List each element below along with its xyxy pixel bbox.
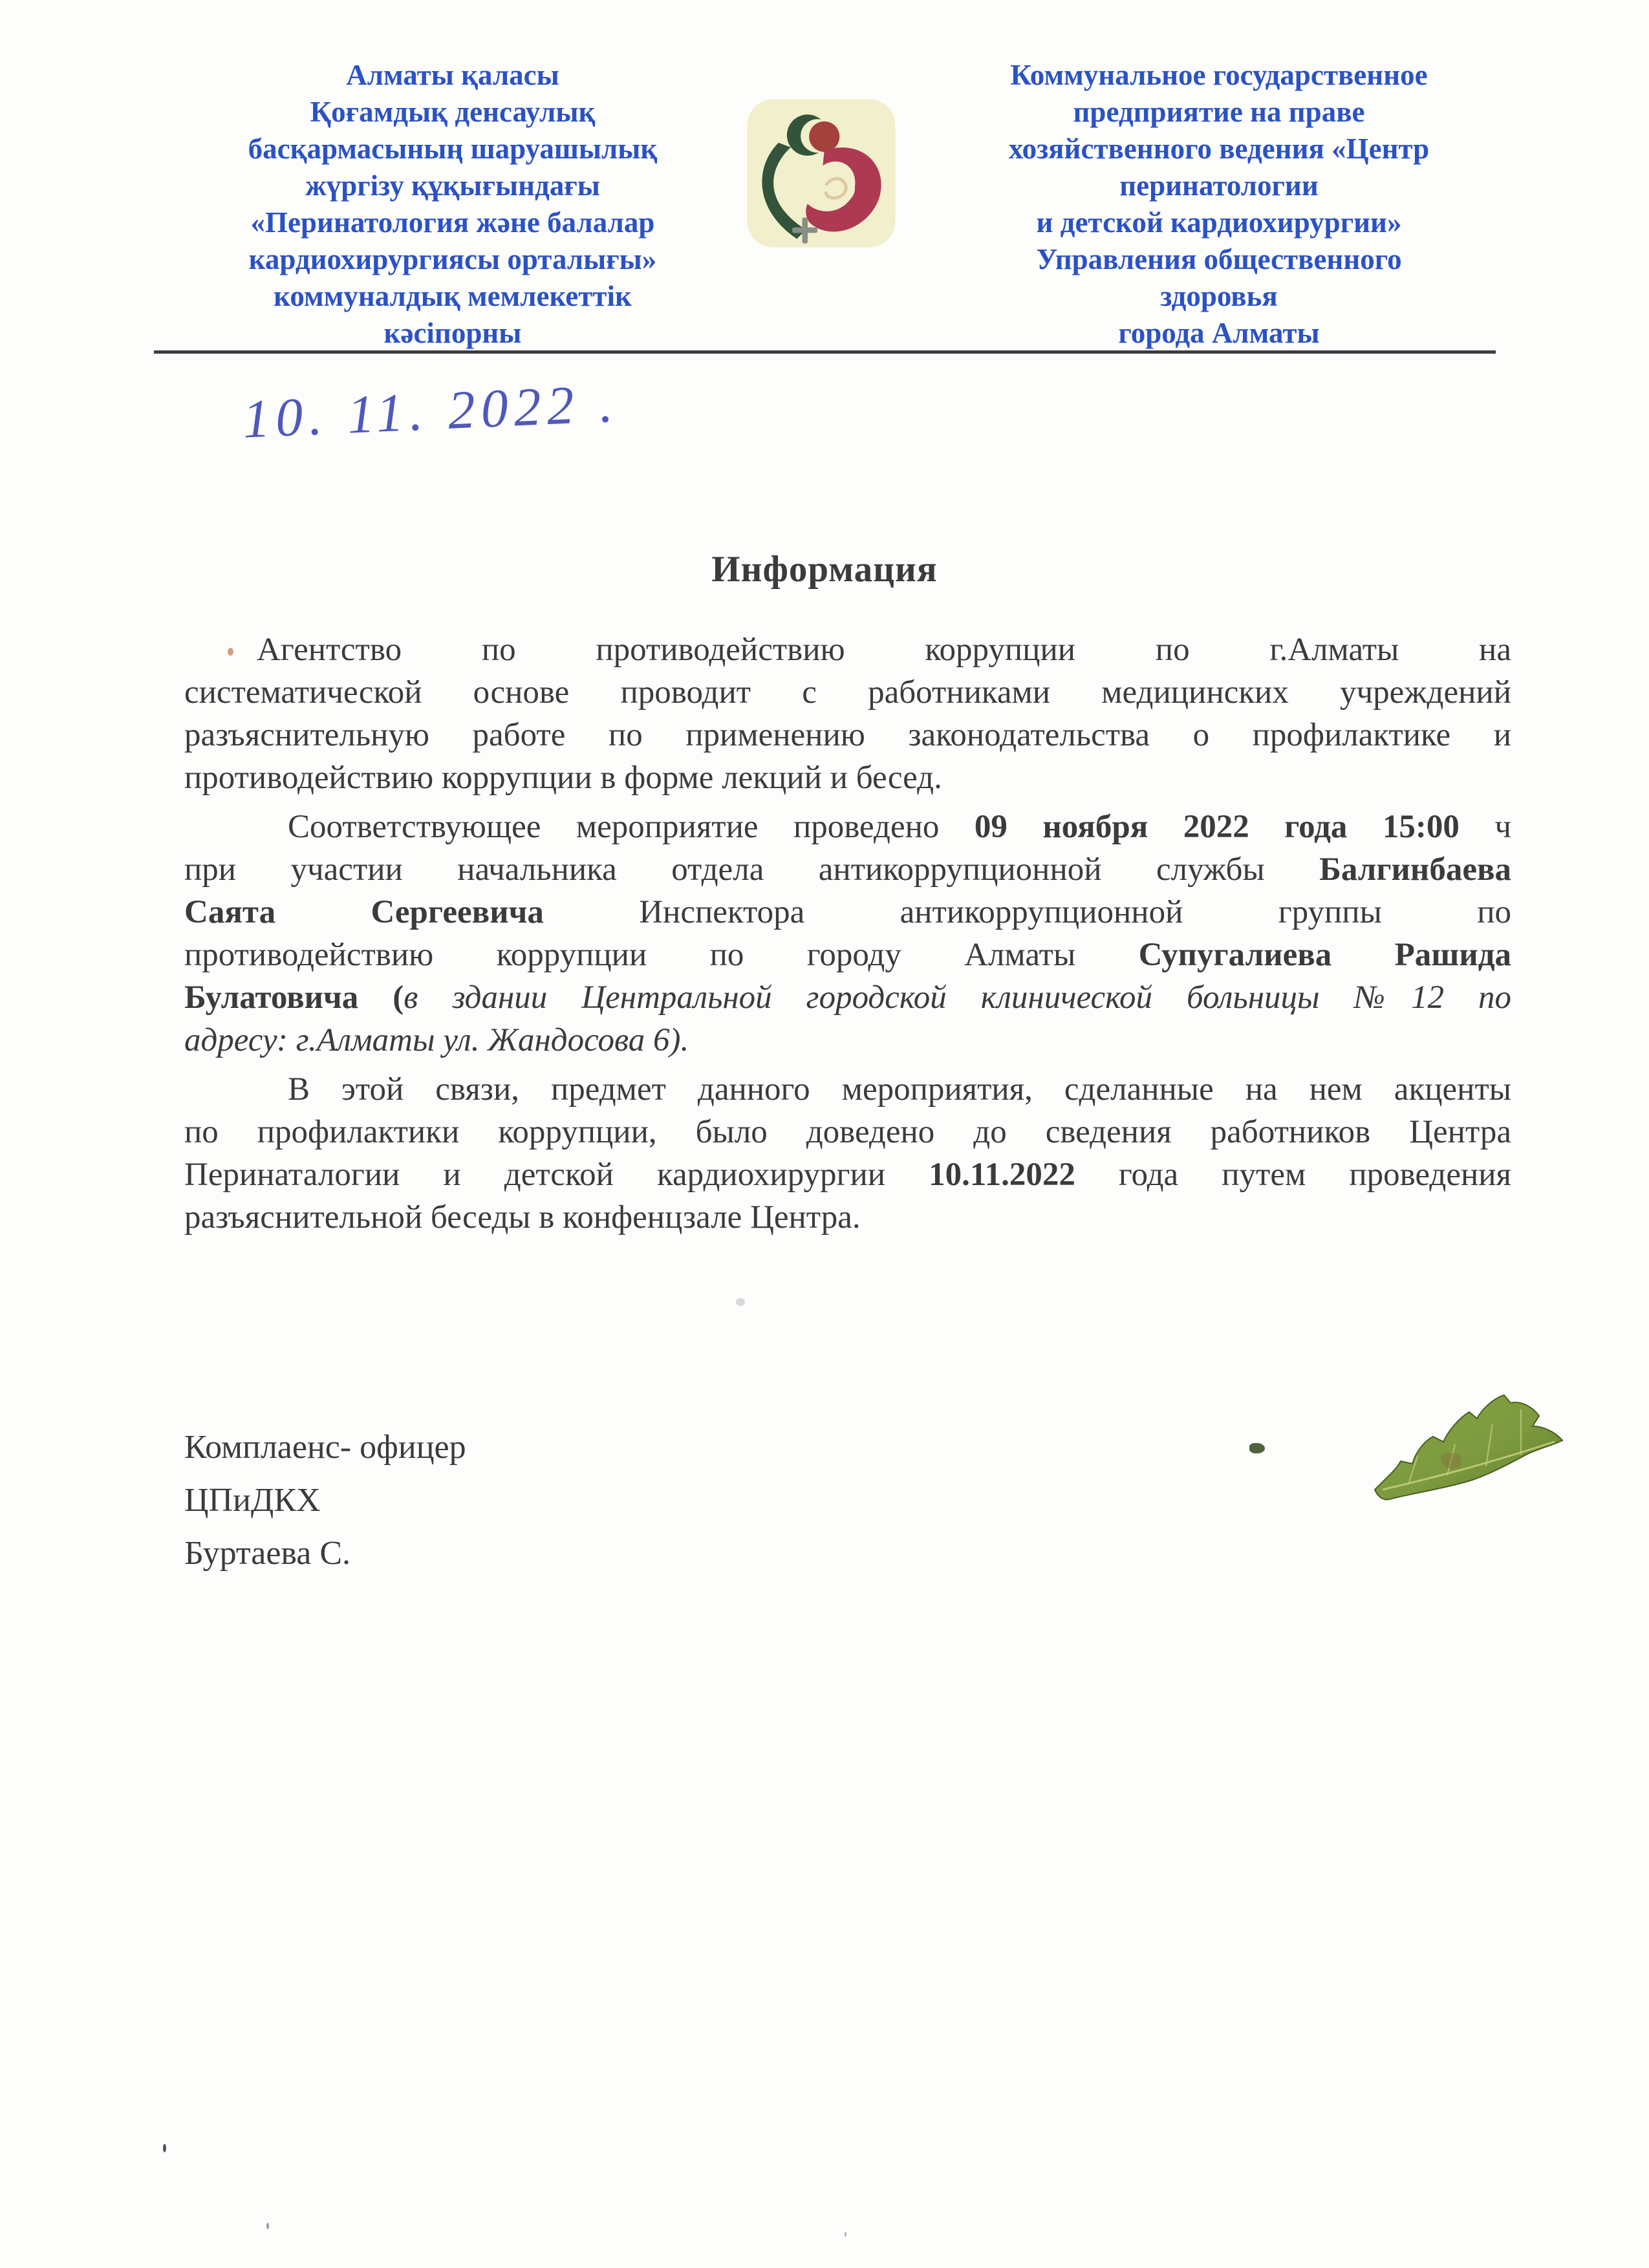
org-line: кардиохирургиясы орталығы» (248, 243, 657, 275)
sig-line: Комплаенс- офицер (184, 1429, 466, 1466)
org-line: перинатологии (1119, 169, 1319, 202)
org-line: здоровья (1160, 280, 1278, 312)
body-line (184, 1153, 1511, 1196)
text-run: систематической основе проводит с работниками медицинских учреждений (184, 674, 1511, 711)
text-run: 10.11.2022 (929, 1157, 1075, 1193)
leaf-scan-artifact (1363, 1378, 1570, 1511)
signature-block (184, 1421, 466, 1580)
scan-speck (163, 2144, 166, 2152)
body-line (184, 671, 1511, 714)
org-line: Қоғамдық денсаулық (310, 96, 596, 128)
letterhead-russian-org-name (931, 57, 1507, 352)
text-run: года путем проведения (1075, 1157, 1512, 1193)
document-title: Информация (711, 549, 938, 590)
text-run: Инспектора антикоррупционной группы по (543, 894, 1511, 930)
text-run: противодействию коррупции по городу Алматы (184, 937, 1139, 973)
text-run: разъяснительной беседы в конфенцзале Центра. (184, 1199, 861, 1236)
org-line: коммуналдық мемлекеттік (274, 280, 632, 312)
text-run: противодействию коррупции в форме лекций и бесед. (184, 760, 942, 796)
text-run: адресу: г.Алматы ул. Жандосова 6). (184, 1022, 689, 1058)
body-line (184, 1111, 1511, 1153)
scan-speck (1249, 1443, 1265, 1453)
sig-line: Буртаева С. (184, 1535, 351, 1572)
body-line (184, 714, 1511, 756)
text-run: по профилактики коррупции, было доведено до сведения работников Центра (184, 1114, 1511, 1150)
scan-speck (266, 2223, 269, 2229)
scan-speck (736, 1298, 745, 1306)
text-run: Агентство по противодействию коррупции по г.Алматы на (257, 632, 1511, 668)
body-line (184, 976, 1511, 1019)
body-line (184, 934, 1511, 976)
mother-and-child-heart-icon (745, 97, 898, 250)
text-run: 09 ноября 2022 года 15:00 (974, 809, 1460, 845)
text-run: ч (1459, 809, 1512, 845)
perinatology-center-logo (745, 97, 898, 250)
paragraph (184, 1068, 1511, 1239)
org-line: предприятие на праве (1073, 96, 1365, 128)
body-line (184, 806, 1511, 848)
org-line: хозяйственного ведения «Центр (1008, 133, 1430, 165)
org-line: города Алматы (1118, 317, 1320, 349)
body-line (184, 1196, 1511, 1239)
org-line: Коммунальное государственное (1010, 59, 1428, 91)
text-run: в здании Центральной городской клинической больницы №12 по (404, 979, 1511, 1016)
org-line: и детской кардиохирургии» (1036, 206, 1402, 239)
org-line: кәсіпорны (383, 317, 522, 349)
handwritten-date: 10. 11. 2022 . (241, 373, 620, 450)
text-run: В этой связи, предмет данного мероприятия, сделанные на нем акценты (288, 1071, 1511, 1107)
org-line: Алматы қаласы (346, 59, 559, 91)
body-line (184, 891, 1511, 934)
leaf-icon (1363, 1378, 1570, 1511)
text-run: Соответствующее мероприятие проведено (288, 809, 975, 845)
text-run: Саята Сергеевича (184, 894, 544, 930)
body-line (184, 756, 1511, 799)
body-line (184, 848, 1511, 891)
text-run: Перинаталогии и детской кардиохирургии (184, 1157, 929, 1193)
body-line (184, 1068, 1511, 1111)
text-run: разъяснительную работе по применению законодательства о профилактике и (184, 717, 1511, 753)
text-run: Балгинбаева (1319, 851, 1511, 888)
text-run: Булатовича ( (184, 979, 404, 1016)
org-line: «Перинатология және балалар (250, 206, 655, 239)
scan-speck (845, 2232, 846, 2237)
letterhead-kazakh-org-name (194, 57, 711, 352)
paragraph (184, 806, 1511, 1062)
body-line (184, 1019, 1511, 1062)
text-run: при участии начальника отдела антикоррупционной службы (184, 851, 1320, 888)
scan-speck (228, 648, 233, 656)
org-line: жүргізу құқығындағы (305, 169, 600, 202)
letterhead-divider-line (154, 350, 1496, 354)
sig-line: ЦПиДКХ (184, 1482, 321, 1519)
paragraph (184, 628, 1511, 799)
text-run: Супугалиева Рашида (1138, 937, 1512, 973)
document-body (184, 628, 1511, 1239)
org-line: Управления общественного (1036, 243, 1402, 275)
org-line: басқармасының шаруашылық (248, 133, 658, 165)
body-line (184, 628, 1511, 671)
